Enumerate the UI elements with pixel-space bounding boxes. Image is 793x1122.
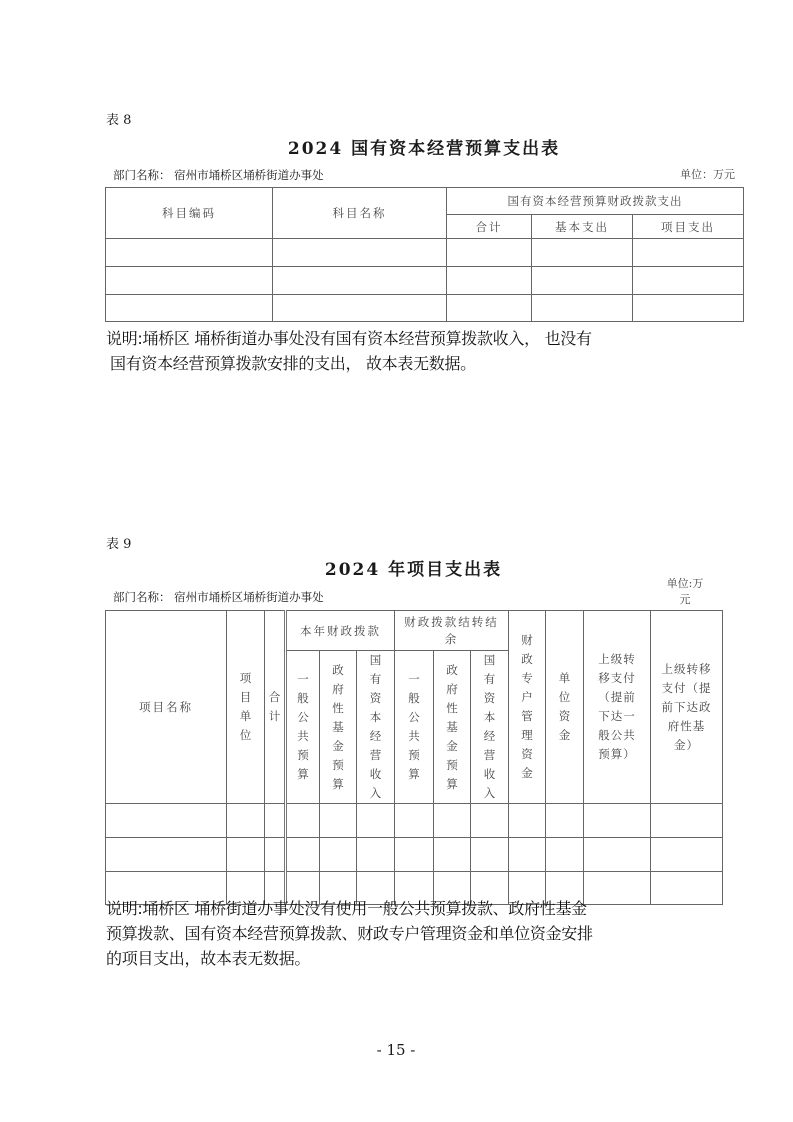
table9-cell: [265, 838, 286, 872]
table8-cell: [447, 295, 532, 322]
table9-row: [106, 804, 723, 838]
table8-note-line1: 说明:埇桥区 埇桥街道办事处没有国有资本经营预算拨款收入， 也没有: [106, 329, 592, 348]
table9: [105, 610, 723, 905]
table9-header-project-unit: 项 目 单 位: [227, 611, 265, 804]
table8-cell: [106, 239, 273, 267]
table8-header-name: 科目名称: [273, 188, 447, 239]
table9-label: 表 9: [106, 537, 132, 552]
table9-cell: [357, 838, 395, 872]
table8-header-code: 科目编码: [106, 188, 273, 239]
table8-cell: [447, 267, 532, 295]
table9-cell: [227, 804, 265, 838]
table9-note-line2: 预算拨款、国有资本经营预算拨款、财政专户管理资金和单位资金安排: [106, 924, 593, 943]
table9-cell: [509, 838, 546, 872]
table9-row: [106, 838, 723, 872]
table9-header-unit-funds: 单 位 资 金: [546, 611, 584, 804]
table9-cell: [395, 838, 434, 872]
table9-header-transfer-general: 上级转 移支付 （提前 下达一 般公共 预算）: [584, 611, 651, 804]
table8-cell: [447, 239, 532, 267]
table9-cell: [471, 804, 509, 838]
table9-unit: [655, 576, 715, 608]
table9-cell: [651, 872, 723, 905]
table8-cell: [633, 267, 744, 295]
table9-department: 部门名称： 宿州市埇桥区埇桥街道办事处: [113, 590, 324, 604]
table8-cell: [532, 239, 633, 267]
table8-department: 部门名称： 宿州市埇桥区埇桥街道办事处: [113, 168, 324, 182]
table9-cell: [227, 838, 265, 872]
table8-cell: [532, 267, 633, 295]
table9-cell: [584, 838, 651, 872]
table9-header-special-account: 财 政 专 户 管 理 资 金: [509, 611, 546, 804]
table9-cell: [546, 804, 584, 838]
table9-cell: [584, 872, 651, 905]
table8-header-basic: 基本支出: [532, 215, 633, 239]
table8-cell: [106, 295, 273, 322]
table9-header-transfer-gov-fund: 上级转移 支付（提 前下达政 府性基 金）: [651, 611, 723, 804]
table9-cell: [106, 838, 227, 872]
table8-header-project: 项目支出: [633, 215, 744, 239]
table8-cell: [273, 267, 447, 295]
table9-title: 2024 年项目支出表: [324, 560, 503, 580]
table8-cell: [273, 239, 447, 267]
table9-cell: [471, 838, 509, 872]
table9-cell: [265, 804, 286, 838]
table8-unit: 单位：万元: [680, 168, 735, 181]
table9-cell: [434, 804, 471, 838]
table9-unit-line1: 单位:万: [666, 577, 704, 590]
table9-header-carryover-group: 财政拨款结转结余: [395, 611, 509, 651]
table8-cell: [106, 267, 273, 295]
table9-unit-line2: 元: [679, 593, 691, 606]
table9-cell: [509, 804, 546, 838]
table9-cell: [320, 838, 357, 872]
table9-cell: [286, 804, 320, 838]
table9-cell: [395, 804, 434, 838]
table9-cell: [584, 804, 651, 838]
table9-cell: [546, 838, 584, 872]
table9-header-carryover-state-capital: 国 有 资 本 经 营 收 入: [471, 651, 509, 804]
table9-header-total: 合 计: [265, 611, 286, 804]
table9-note-line3: 的项目支出，故本表无数据。: [106, 949, 311, 968]
table9-cell: [651, 838, 723, 872]
page-number: - 15 -: [376, 1041, 416, 1059]
table9-header-carryover-gov-fund-budget: 政 府 性 基 金 预 算: [434, 651, 471, 804]
table9-header-current-year-group: 本年财政拨款: [286, 611, 395, 651]
table9-cell: [320, 804, 357, 838]
table8-title: 2024 国有资本经营预算支出表: [287, 139, 561, 159]
table9-cell: [106, 804, 227, 838]
table8-header-group: 国有资本经营预算财政拨款支出: [447, 188, 744, 215]
table8: [105, 187, 744, 322]
table8-cell: [532, 295, 633, 322]
table9-header-project-name: 项目名称: [106, 611, 227, 804]
table9-header-state-capital: 国 有 资 本 经 营 收 入: [357, 651, 395, 804]
table9-cell: [651, 804, 723, 838]
table8-row: [106, 239, 744, 267]
table9-cell: [357, 804, 395, 838]
table8-row: [106, 267, 744, 295]
table9-header-carryover-general-budget: 一 般 公 共 预 算: [395, 651, 434, 804]
table9-header-gov-fund-budget: 政 府 性 基 金 预 算: [320, 651, 357, 804]
table9-cell: [286, 838, 320, 872]
table8-row: [106, 295, 744, 322]
table8-label: 表 8: [106, 113, 132, 128]
table9-cell: [434, 838, 471, 872]
table8-cell: [633, 239, 744, 267]
table8-header-total: 合计: [447, 215, 532, 239]
table9-note-line1: 说明:埇桥区 埇桥街道办事处没有使用一般公共预算拨款、政府性基金: [106, 899, 587, 918]
table9-header-general-budget: 一 般 公 共 预 算: [286, 651, 320, 804]
table8-cell: [273, 295, 447, 322]
table8-note-line2: 国有资本经营预算拨款安排的支出， 故本表无数据。: [110, 354, 476, 373]
table8-cell: [633, 295, 744, 322]
